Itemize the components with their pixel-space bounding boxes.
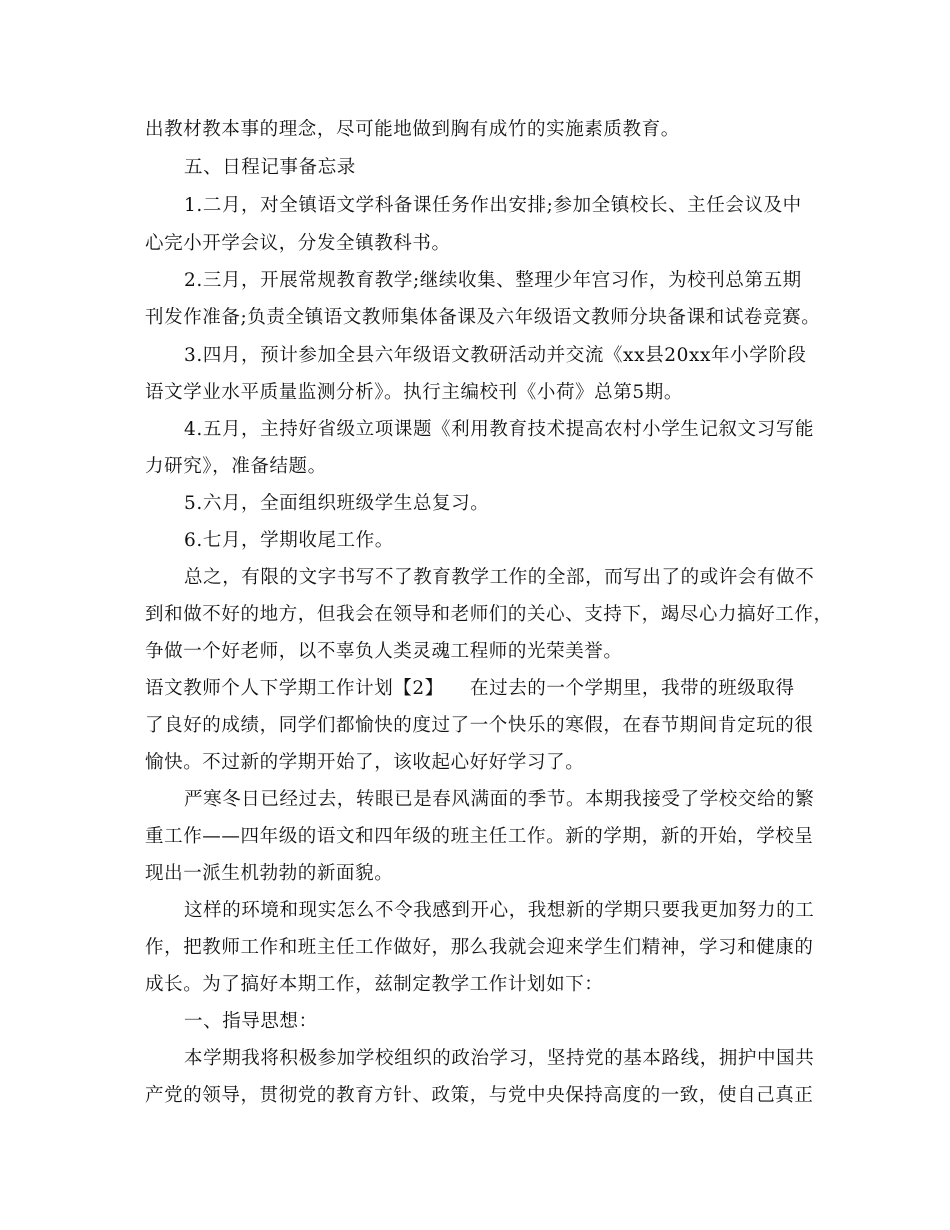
paragraph-line: 了良好的成绩，同学们都愉快的度过了一个快乐的寒假，在春节期间肯定玩的很 [145, 715, 814, 736]
paragraph-line: 这样的环境和现实怎么不令我感到开心，我想新的学期只要我更加努力的工 [184, 900, 815, 921]
paragraph-line: 刊发作准备;负责全镇语文教师集体备课及六年级语文教师分块备课和试卷竞赛。 [145, 307, 821, 328]
paragraph-line: 成长。为了搞好本期工作，兹制定教学工作计划如下： [145, 974, 604, 995]
paragraph-line: 2.三月，开展常规教育教学;继续收集、整理少年宫习作，为校刊总第五期 [184, 270, 802, 291]
paragraph-line: 到和做不好的地方，但我会在领导和老师们的关心、支持下，竭尽心力搞好工作， [145, 604, 833, 625]
paragraph-line: 3.四月，预计参加全县六年级语文教研活动并交流《xx县20xx年小学阶段 [184, 345, 807, 366]
paragraph-line: 语文学业水平质量监测分析》。执行主编校刊《小荷》总第5期。 [145, 382, 683, 403]
paragraph-line: 1.二月，对全镇语文学科备课任务作出安排;参加全镇校长、主任会议及中 [184, 195, 802, 216]
paragraph-line: 5.六月，全面组织班级学生总复习。 [184, 493, 490, 514]
section-heading: 五、日程记事备忘录 [184, 157, 356, 178]
paragraph-line: 总之，有限的文字书写不了教育教学工作的全部，而写出了的或许会有做不 [184, 567, 815, 588]
paragraph-line: 作，把教师工作和班主任工作做好，那么我就会迎来学生们精神，学习和健康的 [145, 937, 814, 958]
paragraph-line: 在过去的一个学期里，我带的班级取得 [470, 678, 795, 699]
paragraph-line: 争做一个好老师，以不辜负人类灵魂工程师的光荣美誉。 [145, 641, 623, 662]
paragraph-line: 愉快。不过新的学期开始了，该收起心好好学习了。 [145, 752, 585, 773]
article-title: 语文教师个人下学期工作计划【2】 [145, 678, 444, 699]
paragraph-line: 产党的领导，贯彻党的教育方针、政策，与党中央保持高度的一致，使自己真正 [145, 1085, 814, 1106]
paragraph-line: 严寒冬日已经过去，转眼已是春风满面的季节。本期我接受了学校交给的繁 [184, 789, 815, 810]
paragraph-line: 出教材教本事的理念，尽可能地做到胸有成竹的实施素质教育。 [145, 119, 680, 140]
paragraph-line: 本学期我将积极参加学校组织的政治学习，坚持党的基本路线，拥护中国共 [184, 1048, 815, 1069]
paragraph-line: 力研究》，准备结题。 [145, 456, 327, 477]
paragraph-line: 现出一派生机勃勃的新面貌。 [145, 863, 394, 884]
paragraph-line: 心完小开学会议，分发全镇教科书。 [145, 233, 451, 254]
paragraph-line: 4.五月，主持好省级立项课题《利用教育技术提高农村小学生记叙文习写能 [184, 419, 815, 440]
section-heading: 一、指导思想： [184, 1011, 318, 1032]
paragraph-line: 6.七月，学期收尾工作。 [184, 530, 394, 551]
paragraph-line: 重工作——四年级的语文和四年级的班主任工作。新的学期，新的开始，学校呈 [145, 826, 814, 847]
